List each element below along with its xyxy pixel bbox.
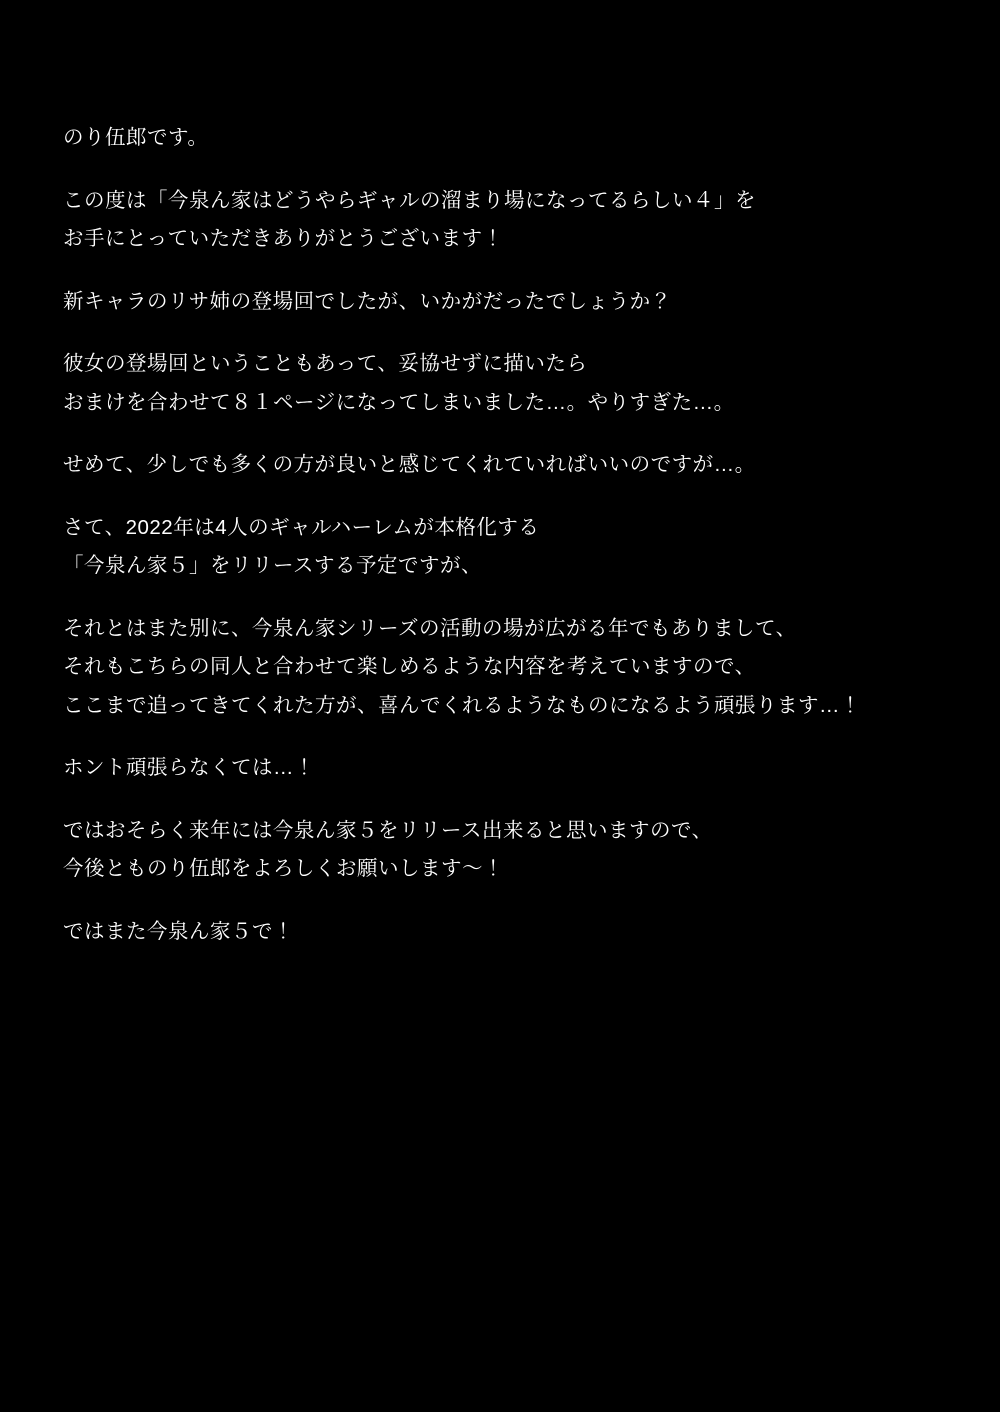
afterword-text-body <box>63 128 943 942</box>
paragraph <box>63 515 943 577</box>
text-line: さて、2022年は4人のギャルハーレムが本格化する <box>63 515 540 539</box>
text-line: 新キャラのリサ姉の登場回でしたが、いかがだったでしょうか？ <box>63 289 672 313</box>
paragraph <box>63 818 943 880</box>
text-line: のり伍郎です。 <box>63 126 209 149</box>
paragraph <box>63 289 943 313</box>
paragraph <box>63 128 943 149</box>
text-line: ホント頑張らなくては…！ <box>63 756 315 779</box>
text-line: せめて、少しでも多くの方が良いと感じてくれていればいいのですが…。 <box>63 453 756 476</box>
text-line: 「今泉ん家５」をリリースする予定ですが、 <box>63 554 482 577</box>
text-line: 今後とものり伍郎をよろしくお願いします〜！ <box>63 857 504 880</box>
text-line: ではまた今泉ん家５で！ <box>63 919 294 943</box>
text-line: ここまで追ってきてくれた方が、喜んでくれるようなものになるよう頑張ります…！ <box>63 693 861 717</box>
paragraph <box>63 919 943 943</box>
paragraph <box>63 455 943 476</box>
text-line: この度は「今泉ん家はどうやらギャルの溜まり場になってるらしい４」を <box>63 188 756 212</box>
text-line: 彼女の登場回ということもあって、妥協せずに描いたら <box>63 352 588 375</box>
paragraph <box>63 354 943 413</box>
paragraph <box>63 616 943 717</box>
paragraph <box>63 758 943 779</box>
text-line: ではおそらく来年には今泉ん家５をリリース出来ると思いますので、 <box>63 818 713 842</box>
text-line: お手にとっていただきありがとうございます！ <box>63 227 504 250</box>
paragraph <box>63 188 943 250</box>
text-line: おまけを合わせて８１ページになってしまいました…。やりすぎた…。 <box>63 390 735 414</box>
text-line: それとはまた別に、今泉ん家シリーズの活動の場が広がる年でもありまして、 <box>63 616 797 640</box>
text-line: それもこちらの同人と合わせて楽しめるような内容を考えていますので、 <box>63 655 756 678</box>
